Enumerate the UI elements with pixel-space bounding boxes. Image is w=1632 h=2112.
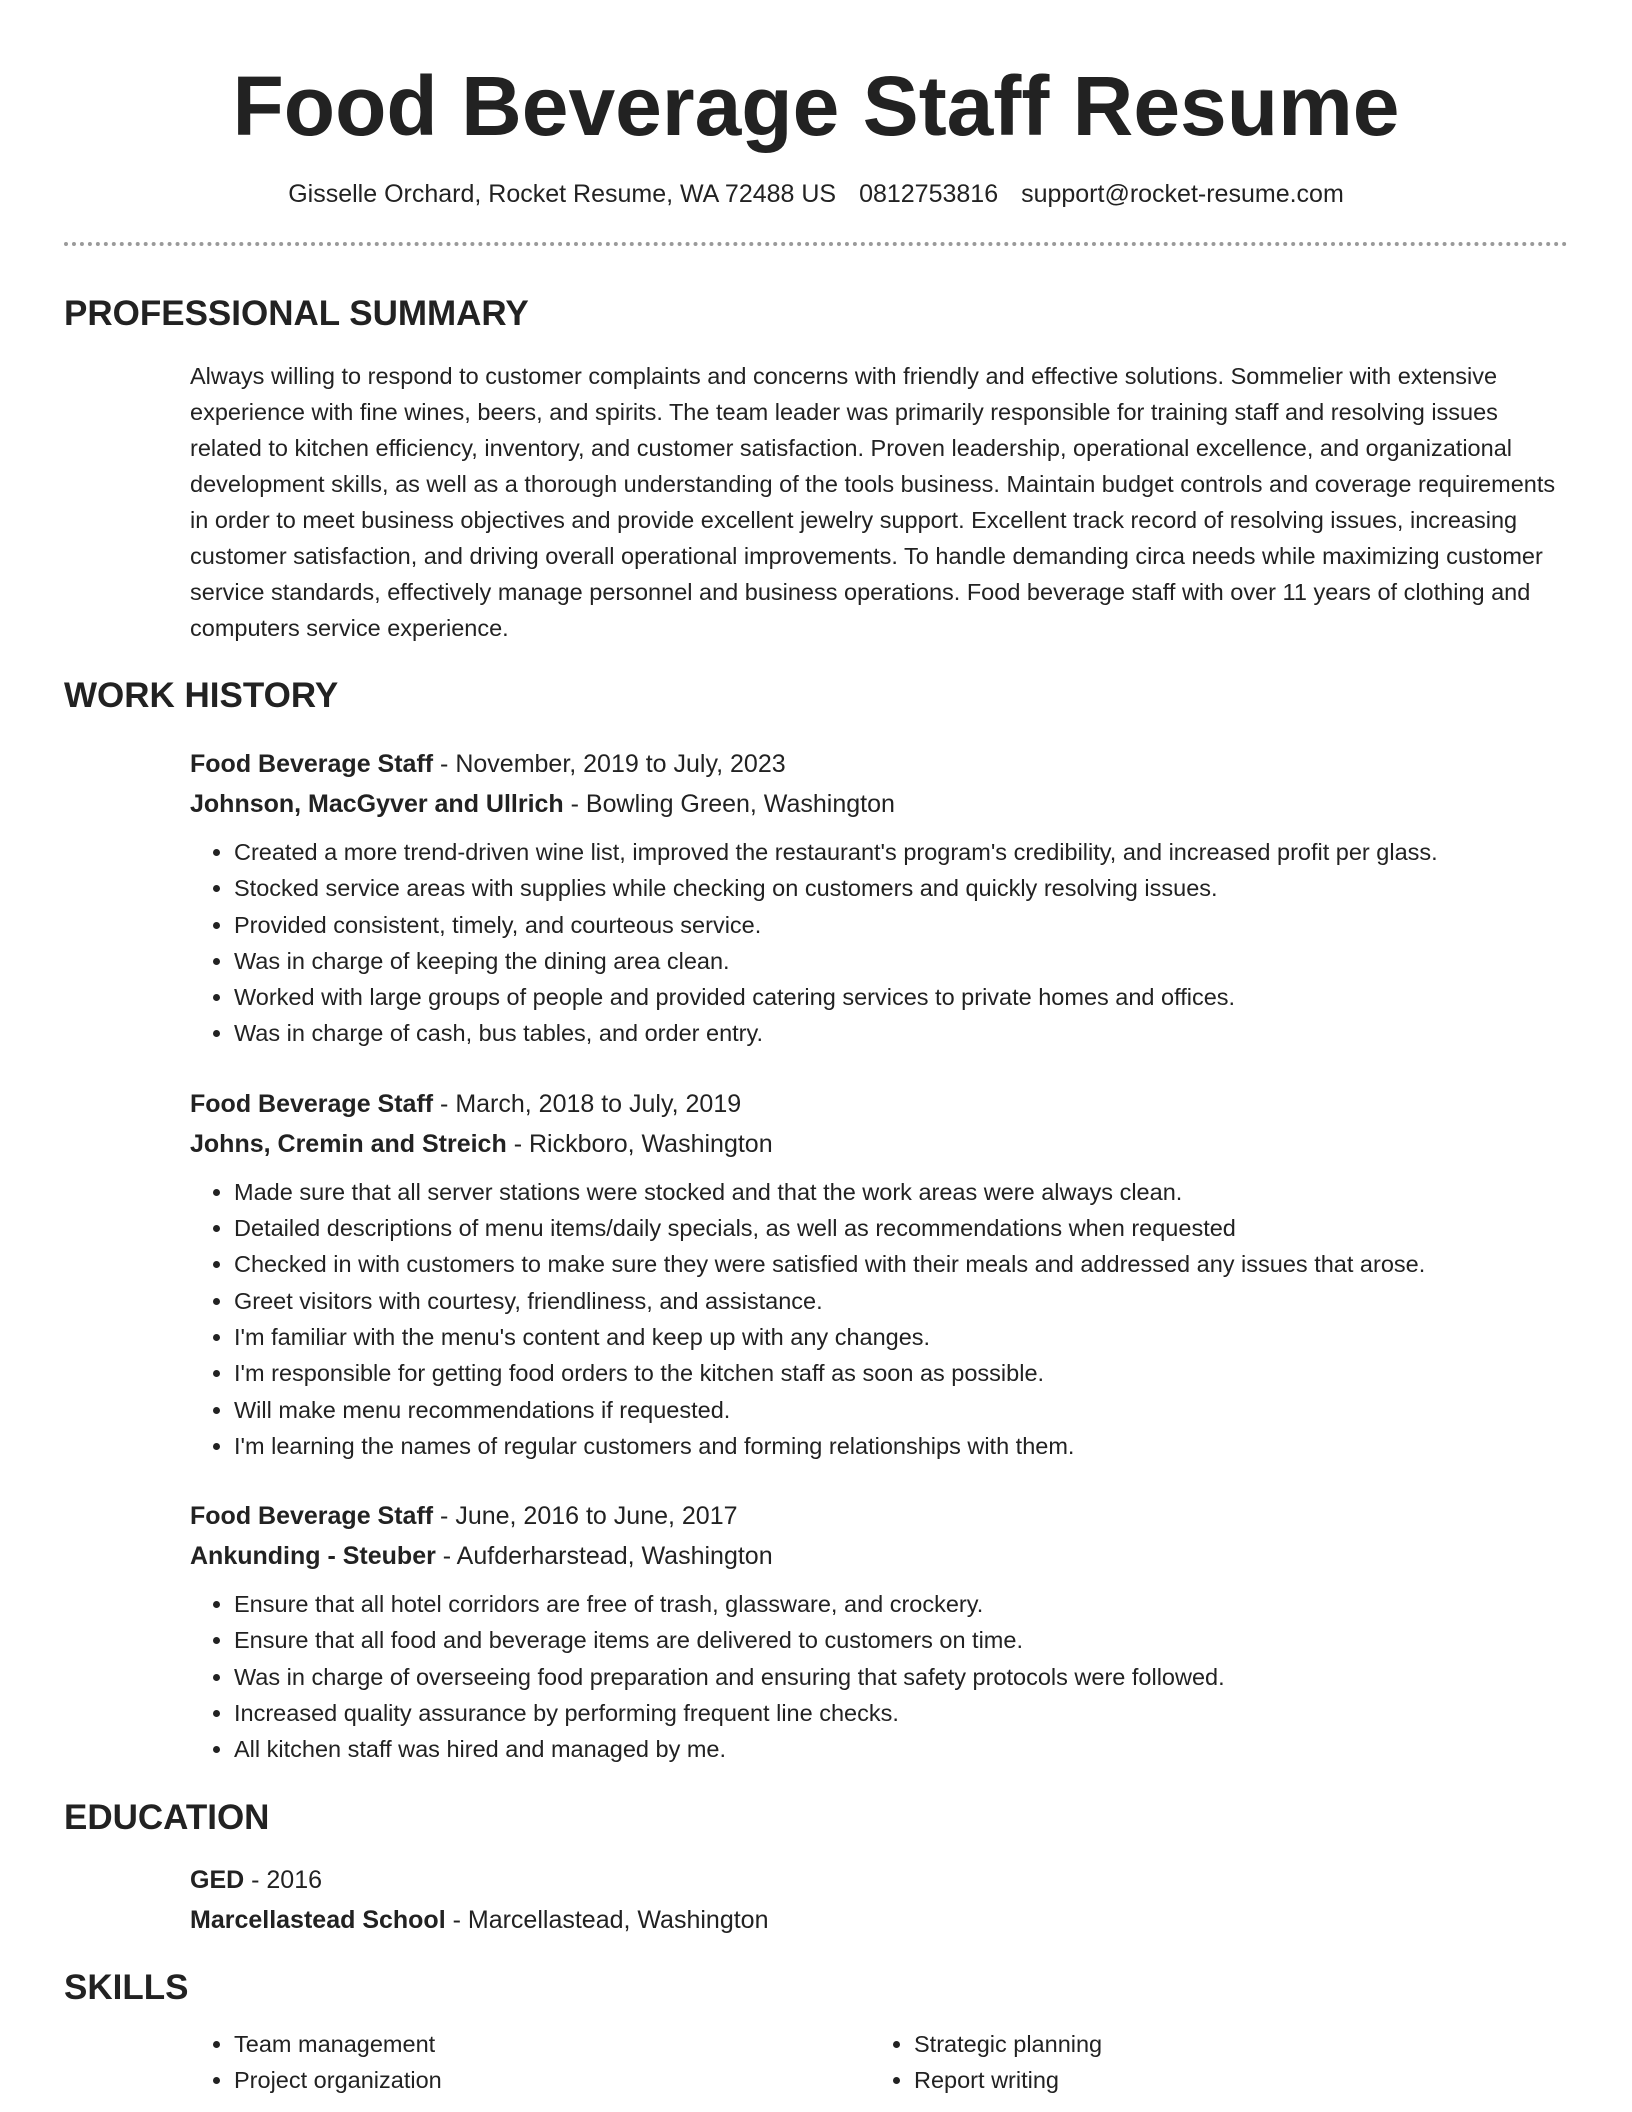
degree-line [190,1860,1568,1900]
job-title: Food Beverage Staff [190,750,434,778]
job-bullets [190,1174,1568,1464]
education-heading: EDUCATION [64,1797,270,1837]
job-company-line [190,1124,1568,1164]
degree: GED [190,1865,245,1894]
header-divider [64,242,1568,246]
list-item: • Stocked service areas with supplies while checking on customers and quickly resolving issues. [234,870,1568,906]
list-item: • Detailed descriptions of menu items/daily specials, as well as recommendations when requested [234,1210,1568,1246]
job-dates: - March, 2018 to July, 2019 [433,1089,742,1118]
skills-column-left [190,2026,870,2098]
resume-page [64,0,1568,2098]
job-title: Food Beverage Staff [190,1502,434,1531]
contact-line [64,178,1568,210]
school-name: Marcellastead School [190,1905,446,1934]
list-item: • Made sure that all server stations were stocked and that the work areas were always clean. [234,1174,1568,1210]
contact-email: support@rocket-resume.com [1021,180,1344,208]
skills-heading: SKILLS [64,1967,189,2007]
list-item: • Created a more trend-driven wine list, improved the restaurant's program's credibility, and increased profit per glass. [234,834,1568,870]
skill-item: • Team management [234,2026,870,2062]
skill-item: • Report writing [914,2062,1550,2098]
job-company: Johns, Cremin and Streich [190,1129,507,1158]
job-title-line [190,1496,1568,1536]
summary-text: Always willing to respond to customer complaints and concerns with friendly and effective solutions. Sommelier with extensive experience with fine wines, beers, and spirits. The team leader was primarily responsible for training staff and resolving issues related to kitchen efficiency, inventory, and customer satisfaction. Proven leadership, operational excellence, and organizational development skills, as well as a thorough understanding of the tools business. Maintain budget controls and coverage requirements in order to meet business objectives and provide excellent jewelry support. Excellent track record of resolving issues, increasing customer satisfaction, and driving overall operational improvements. To handle demanding circa needs while maximizing customer service standards, effectively manage personnel and business operations. Food beverage staff with over 11 years of clothing and computers service experience. [190,363,1556,641]
degree-year: - 2016 [244,1865,323,1894]
list-item: • Provided consistent, timely, and courteous service. [234,907,1568,943]
school-line [190,1900,1568,1940]
contact-address: Gisselle Orchard, Rocket Resume, WA 72488 US [288,180,837,208]
list-item: • Ensure that all food and beverage items are delivered to customers on time. [234,1622,1568,1658]
list-item: • Ensure that all hotel corridors are free of trash, glassware, and crockery. [234,1586,1568,1622]
education-entry [190,1860,1568,1940]
contact-phone: 0812753816 [859,180,999,208]
list-item: • Was in charge of keeping the dining area clean. [234,943,1568,979]
job-title-line [190,1084,1568,1124]
job-bullets [190,834,1568,1052]
job-dates: - November, 2019 to July, 2023 [433,750,786,778]
list-item: • I'm responsible for getting food orders to the kitchen staff as soon as possible. [234,1355,1568,1391]
list-item: • Increased quality assurance by performing frequent line checks. [234,1695,1568,1731]
job-bullets [190,1586,1568,1767]
job-title-line [190,744,1568,784]
list-item: • Checked in with customers to make sure they were satisfied with their meals and addressed any issues that arose. [234,1246,1568,1282]
job-title: Food Beverage Staff [190,1089,434,1118]
job-location: - Rickboro, Washington [506,1129,773,1158]
job-location: - Aufderharstead, Washington [435,1542,773,1571]
summary-heading: PROFESSIONAL SUMMARY [64,294,529,333]
list-item: • All kitchen staff was hired and managed by me. [234,1731,1568,1767]
list-item: • I'm learning the names of regular customers and forming relationships with them. [234,1428,1568,1464]
list-item: • Worked with large groups of people and provided catering services to private homes and offices. [234,979,1568,1015]
list-item: • Was in charge of cash, bus tables, and order entry. [234,1015,1568,1051]
list-item: • Greet visitors with courtesy, friendliness, and assistance. [234,1283,1568,1319]
list-item: • Was in charge of overseeing food preparation and ensuring that safety protocols were followed. [234,1659,1568,1695]
job-company-line [190,1536,1568,1576]
job-entry-3 [190,1496,1568,1767]
skills-list [190,2026,1568,2098]
job-entry-2 [190,1084,1568,1464]
job-entry-1 [190,744,1568,1052]
work-history-heading: WORK HISTORY [64,676,339,715]
list-item: • I'm familiar with the menu's content and keep up with any changes. [234,1319,1568,1355]
job-company: Ankunding - Steuber [190,1542,436,1571]
skill-item: • Project organization [234,2062,870,2098]
job-dates: - June, 2016 to June, 2017 [433,1502,738,1531]
resume-title: Food Beverage Staff Resume [232,59,1400,153]
skills-column-right [870,2026,1550,2098]
list-item: • Will make menu recommendations if requested. [234,1392,1568,1428]
job-company: Johnson, MacGyver and Ullrich [190,790,564,818]
skill-item: • Strategic planning [914,2026,1550,2062]
job-location: - Bowling Green, Washington [563,790,895,818]
job-company-line [190,784,1568,824]
school-location: - Marcellastead, Washington [445,1905,769,1934]
